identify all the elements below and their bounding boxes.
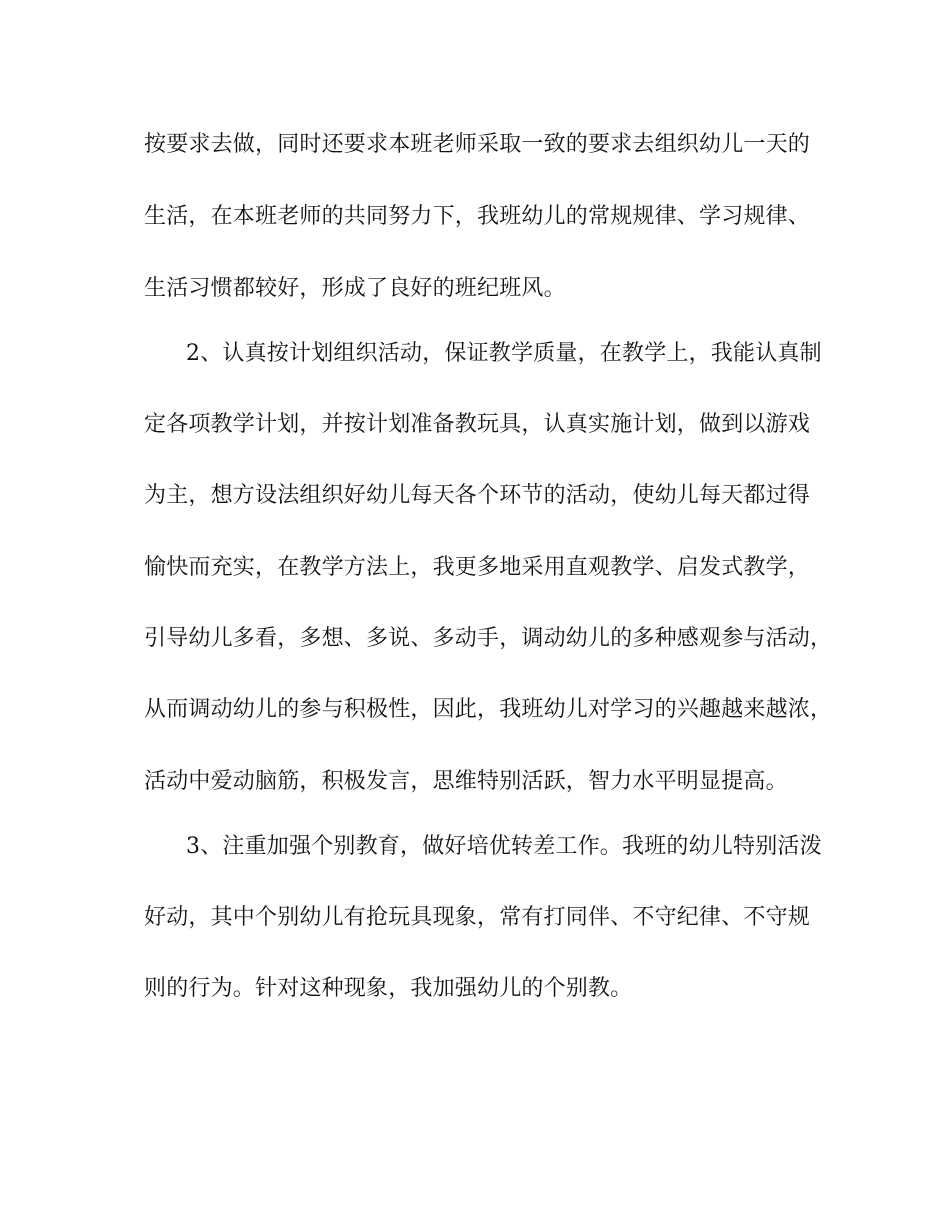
paragraph-line: 好动，其中个别幼儿有抢玩具现象，常有打同伴、不守纪律、不守规 bbox=[144, 905, 811, 930]
paragraph-line: 定各项教学计划，并按计划准备教玩具，认真实施计划，做到以游戏 bbox=[144, 412, 811, 437]
paragraph-line: 活动中爱动脑筋，积极发言，思维特别活跃，智力水平明显提高。 bbox=[144, 769, 788, 794]
paragraph-line: 生活，在本班老师的共同努力下，我班幼儿的常规规律、学习规律、 bbox=[144, 204, 811, 229]
paragraph-line: 生活习惯都较好，形成了良好的班纪班风。 bbox=[144, 276, 566, 301]
paragraph-line: 为主，想方设法组织好幼儿每天各个环节的活动，使幼儿每天都过得 bbox=[144, 483, 811, 508]
paragraph-line: 从而调动幼儿的参与积极性，因此，我班幼儿对学习的兴趣越来越浓， bbox=[144, 697, 833, 722]
paragraph-line: 2、认真按计划组织活动，保证教学质量，在教学上，我能认真制 bbox=[186, 341, 822, 366]
paragraph-line: 按要求去做，同时还要求本班老师采取一致的要求去组织幼儿一天的 bbox=[144, 132, 811, 157]
paragraph-line: 则的行为。针对这种现象，我加强幼儿的个别教。 bbox=[144, 976, 633, 1001]
paragraph-line: 愉快而充实，在教学方法上，我更多地采用直观教学、启发式教学， bbox=[144, 555, 811, 580]
paragraph-line: 引导幼儿多看，多想、多说、多动手，调动幼儿的多种感观参与活动， bbox=[144, 626, 833, 651]
paragraph-line: 3、注重加强个别教育，做好培优转差工作。我班的幼儿特别活泼 bbox=[186, 834, 822, 859]
